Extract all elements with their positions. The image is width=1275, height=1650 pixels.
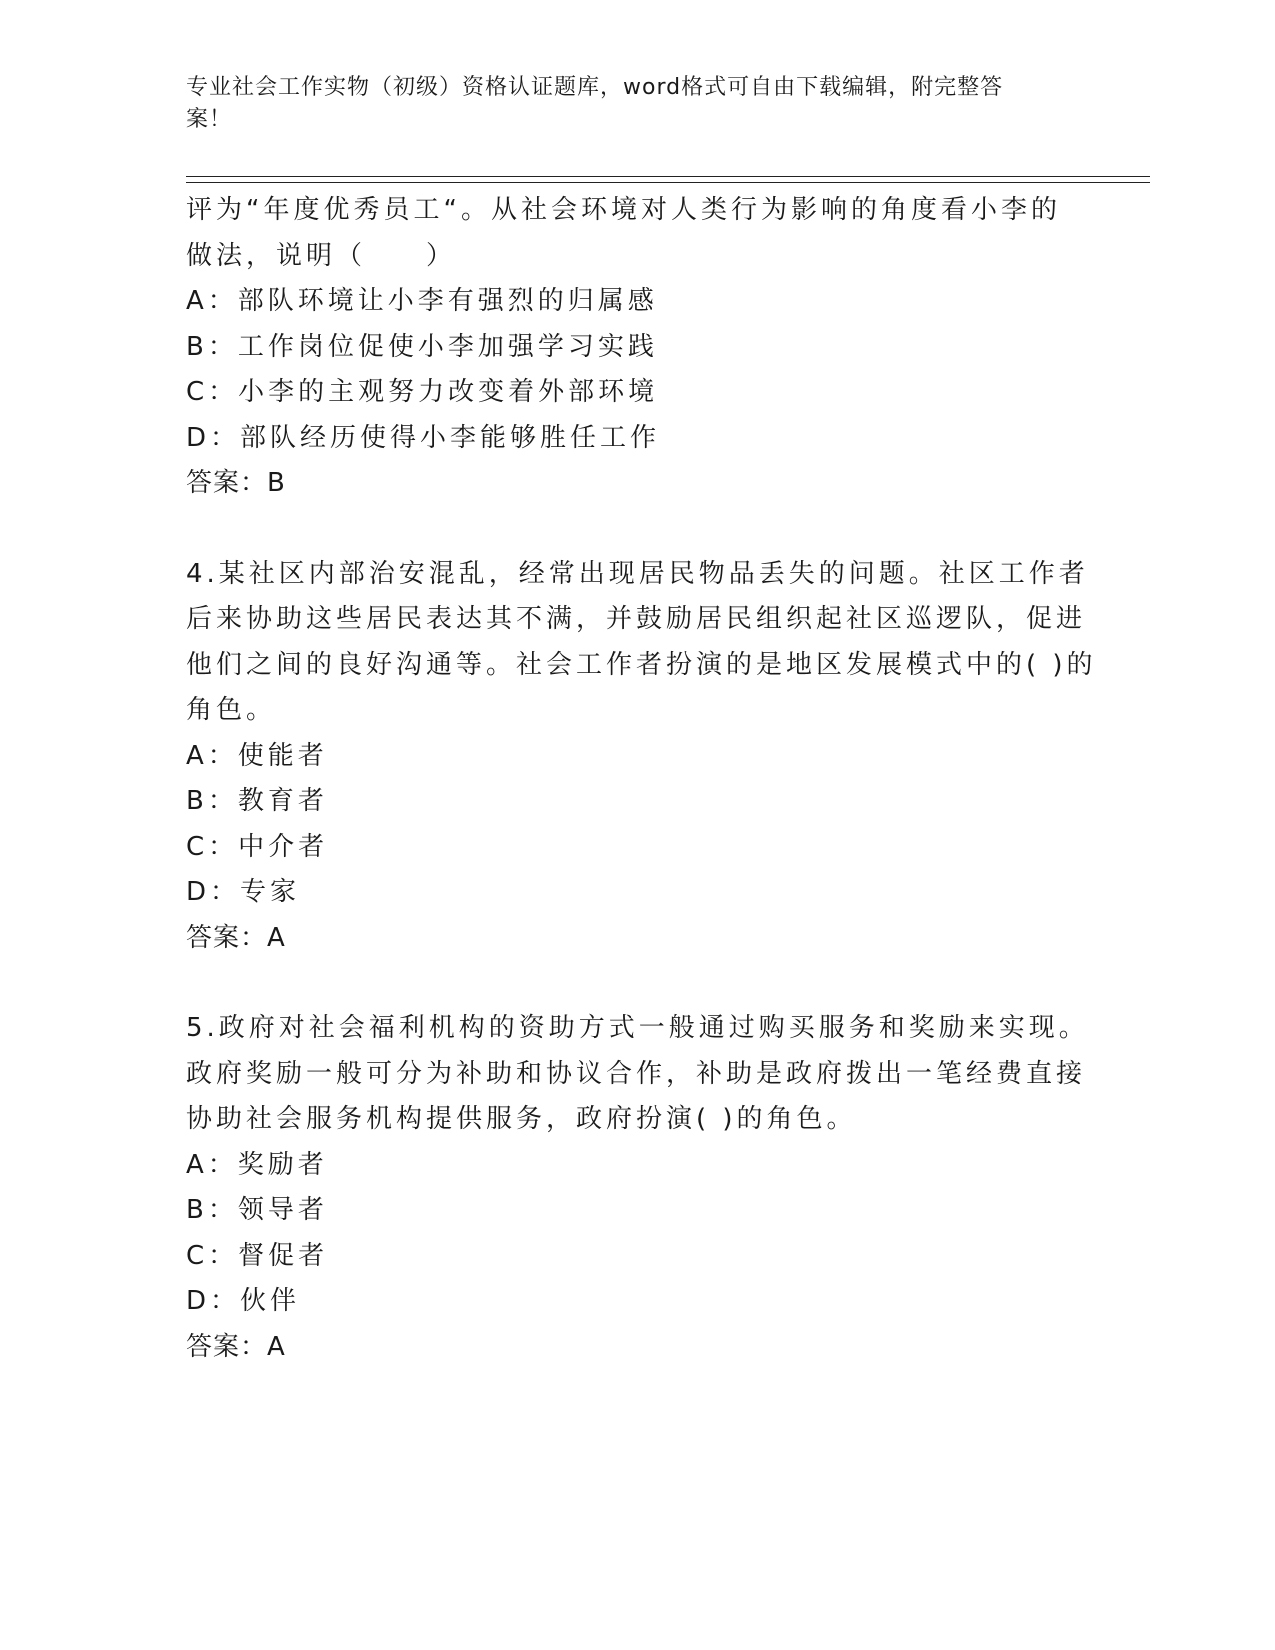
option-b: B：领导者 <box>186 1195 328 1225</box>
page-header <box>186 72 1066 136</box>
question-spacer <box>186 961 1086 1006</box>
question-stem-line: 评为“年度优秀员工“。从社会环境对人类行为影响的角度看小李的 <box>186 195 1061 225</box>
question-stem-line: 后来协助这些居民表达其不满，并鼓励居民组织起社区巡逻队，促进 <box>186 604 1087 634</box>
option-c: C：小李的主观努力改变着外部环境 <box>186 377 659 407</box>
header-line-2: 案！ <box>186 107 233 132</box>
question-stem-line: 政府奖励一般可分为补助和协议合作，补助是政府拨出一笔经费直接 <box>186 1058 1087 1089</box>
option-d: D：伙伴 <box>186 1286 301 1316</box>
option-b: B：教育者 <box>186 786 328 816</box>
option-a: A：奖励者 <box>186 1149 328 1180</box>
header-rule-top <box>186 176 1150 177</box>
question-stem-line: 协助社会服务机构提供服务，政府扮演( )的角色。 <box>186 1104 857 1134</box>
question-stem-line: 5.政府对社会福利机构的资助方式一般通过购买服务和奖励来实现。 <box>186 1013 1089 1043</box>
option-a: A：部队环境让小李有强烈的归属感 <box>186 286 658 316</box>
answer-line: 答案：A <box>186 1331 286 1362</box>
question-stem-line: 角色。 <box>186 695 277 725</box>
option-c: C：中介者 <box>186 831 329 862</box>
question-block <box>186 552 1097 962</box>
question-block <box>186 1006 1089 1370</box>
header-rule-bottom <box>186 182 1150 183</box>
question-stem-line: 4.某社区内部治安混乱，经常出现居民物品丢失的问题。社区工作者 <box>186 558 1089 589</box>
question-list <box>186 188 1097 1370</box>
option-b: B：工作岗位促使小李加强学习实践 <box>186 331 658 362</box>
option-d: D：专家 <box>186 877 301 907</box>
question-stem-line: 做法，说明（ ） <box>186 240 457 271</box>
option-c: C：督促者 <box>186 1240 329 1271</box>
header-line-1: 专业社会工作实物（初级）资格认证题库，word格式可自由下载编辑，附完整答 <box>186 75 1004 100</box>
option-d: D：部队经历使得小李能够胜任工作 <box>186 422 661 453</box>
question-spacer <box>186 507 1086 552</box>
question-stem-line: 他们之间的良好沟通等。社会工作者扮演的是地区发展模式中的( )的 <box>186 649 1097 680</box>
question-block <box>186 188 1086 507</box>
answer-line: 答案：A <box>186 922 286 953</box>
option-a: A：使能者 <box>186 740 328 771</box>
answer-line: 答案：B <box>186 468 286 498</box>
